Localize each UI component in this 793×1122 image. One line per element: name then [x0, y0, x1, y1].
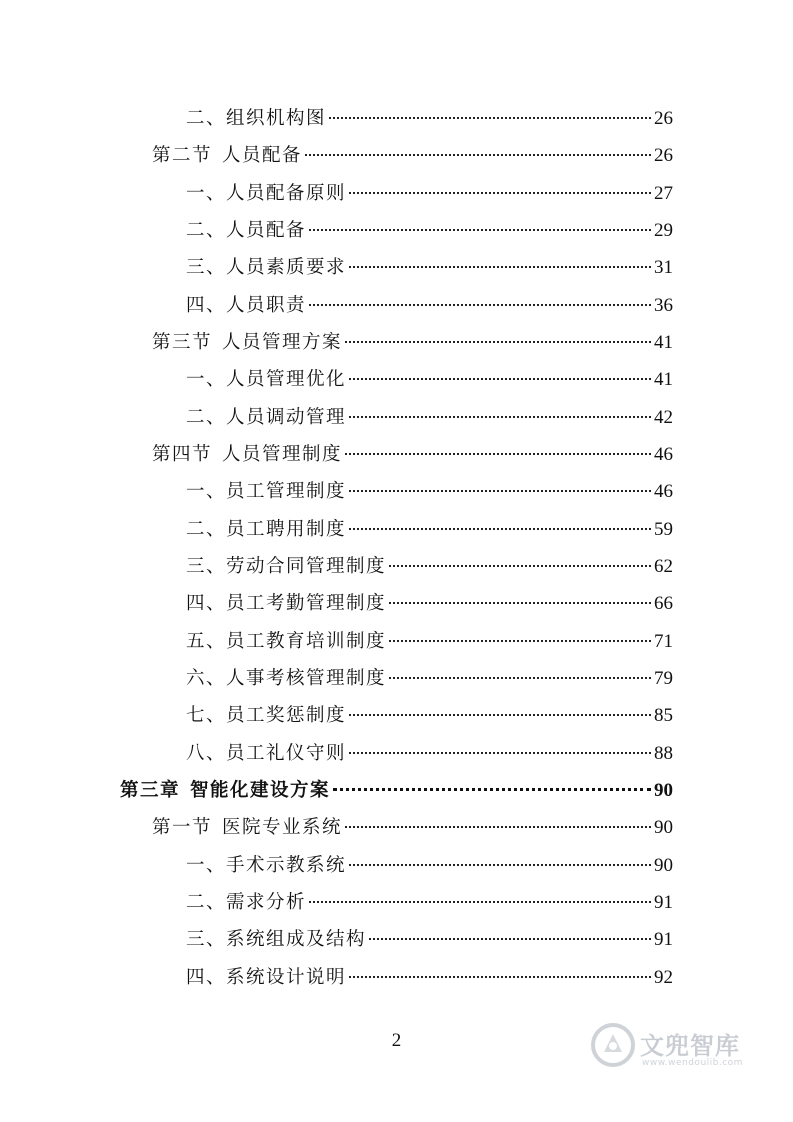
- toc-entry-page: 90: [654, 780, 673, 801]
- toc-leader-dots: [389, 602, 651, 604]
- toc-entry-title: 员工聘用制度: [226, 519, 347, 540]
- toc-entry[interactable]: [186, 104, 673, 134]
- toc-entry-title: 医院专业系统: [222, 817, 343, 838]
- toc-entry-title: 系统组成及结构: [226, 929, 367, 950]
- toc-entry-prefix: 四、: [186, 295, 227, 316]
- toc-entry-page: 62: [654, 556, 673, 577]
- toc-entry-title: 人事考核管理制度: [226, 668, 387, 689]
- toc-entry-prefix: 第二节: [152, 145, 213, 166]
- toc-leader-dots: [309, 229, 651, 231]
- toc-entry-page: 90: [654, 855, 673, 876]
- toc-leader-dots: [349, 416, 651, 418]
- toc-entry-page: 71: [654, 631, 673, 652]
- toc-entry-title: 员工考勤管理制度: [226, 593, 387, 614]
- toc-entry-title: 手术示教系统: [226, 855, 347, 876]
- toc-entry-title: 人员管理制度: [222, 444, 343, 465]
- toc-entry-page: 41: [654, 332, 673, 353]
- toc-entry-page: 36: [654, 295, 673, 316]
- toc-entry-title: 智能化建设方案: [190, 780, 331, 801]
- toc-entry[interactable]: [186, 888, 673, 918]
- watermark-name: 文兜智库: [640, 1032, 740, 1060]
- toc-entry-page: 26: [654, 108, 673, 129]
- toc-entry-title: 员工管理制度: [226, 481, 347, 502]
- toc-entry-prefix: 第四节: [152, 444, 213, 465]
- toc-entry-title: 人员配备: [222, 145, 303, 166]
- toc-entry-prefix: 四、: [186, 593, 227, 614]
- toc-entry[interactable]: [152, 813, 673, 843]
- toc-entry-page: 42: [654, 407, 673, 428]
- toc-entry-prefix: 八、: [186, 743, 227, 764]
- toc-entry-page: 91: [654, 892, 673, 913]
- toc-entry-prefix: 第三章: [120, 780, 181, 801]
- toc-entry-page: 79: [654, 668, 673, 689]
- toc-entry-prefix: 一、: [186, 481, 227, 502]
- toc-entry-page: 85: [654, 705, 673, 726]
- toc-leader-dots: [349, 714, 651, 716]
- toc-entry[interactable]: [186, 627, 673, 657]
- toc-entry-title: 人员配备: [226, 220, 307, 241]
- toc-leader-dots: [345, 453, 651, 455]
- toc-entry-prefix: 六、: [186, 668, 227, 689]
- watermark: [590, 1018, 780, 1078]
- toc-entry-prefix: 一、: [186, 183, 227, 204]
- toc-entry[interactable]: [186, 963, 673, 993]
- toc-entry-prefix: 三、: [186, 257, 227, 278]
- toc-entry-title: 员工礼仪守则: [226, 743, 347, 764]
- toc-entry-prefix: 二、: [186, 108, 227, 129]
- toc-entry-page: 27: [654, 183, 673, 204]
- toc-leader-dots: [349, 976, 651, 978]
- toc-entry-prefix: 五、: [186, 631, 227, 652]
- toc-entry-title: 人员素质要求: [226, 257, 347, 278]
- toc-leader-dots: [349, 378, 651, 380]
- toc-entry-prefix: 二、: [186, 220, 227, 241]
- toc-entry[interactable]: [186, 179, 673, 209]
- toc-entry[interactable]: [186, 403, 673, 433]
- toc-entry[interactable]: [186, 589, 673, 619]
- toc-entry-prefix: 四、: [186, 967, 227, 988]
- wendou-logo-icon: [590, 1022, 636, 1068]
- toc-leader-dots: [349, 490, 651, 492]
- toc-entry[interactable]: [186, 552, 673, 582]
- toc-entry-title: 人员职责: [226, 295, 307, 316]
- toc-entry-title: 系统设计说明: [226, 967, 347, 988]
- toc-entry[interactable]: [152, 328, 673, 358]
- toc-entry-title: 人员调动管理: [226, 407, 347, 428]
- toc-entry[interactable]: [186, 701, 673, 731]
- toc-entry-page: 90: [654, 817, 673, 838]
- toc-entry[interactable]: [152, 141, 673, 171]
- toc-leader-dots: [389, 640, 651, 642]
- toc-entry-title: 人员配备原则: [226, 183, 347, 204]
- toc-leader-dots: [309, 901, 651, 903]
- toc-entry-prefix: 一、: [186, 855, 227, 876]
- toc-entry-title: 组织机构图: [226, 108, 327, 129]
- toc-entry-prefix: 一、: [186, 369, 227, 390]
- toc-entry-page: 29: [654, 220, 673, 241]
- toc-entry[interactable]: [186, 291, 673, 321]
- toc-entry-title: 人员管理优化: [226, 369, 347, 390]
- toc-leader-dots: [369, 938, 651, 940]
- toc-entry-page: 66: [654, 593, 673, 614]
- watermark-url: www.wendoulib.com: [642, 1058, 743, 1068]
- toc-entry-page: 41: [654, 369, 673, 390]
- toc-entry-title: 需求分析: [226, 892, 307, 913]
- toc-entry-prefix: 第三节: [152, 332, 213, 353]
- toc-entry[interactable]: [186, 365, 673, 395]
- toc-leader-dots: [345, 341, 651, 343]
- toc-entry[interactable]: [186, 477, 673, 507]
- toc-entry-page: 92: [654, 967, 673, 988]
- toc-entry-prefix: 三、: [186, 929, 227, 950]
- toc-entry-page: 31: [654, 257, 673, 278]
- toc-entry-page: 46: [654, 481, 673, 502]
- toc-leader-dots: [309, 304, 651, 306]
- toc-entry[interactable]: [186, 515, 673, 545]
- toc-entry-prefix: 第一节: [152, 817, 213, 838]
- toc-entry[interactable]: [186, 851, 673, 881]
- toc-leader-dots: [349, 864, 651, 866]
- toc-leader-dots: [349, 266, 651, 268]
- toc-entry[interactable]: [186, 253, 673, 283]
- toc-entry-page: 88: [654, 743, 673, 764]
- toc-entry-title: 人员管理方案: [222, 332, 343, 353]
- toc-leader-dots: [349, 528, 651, 530]
- toc-entry-title: 员工奖惩制度: [226, 705, 347, 726]
- toc-leader-dots: [329, 117, 651, 119]
- toc-leader-dots: [389, 677, 651, 679]
- toc-entry-chapter[interactable]: [120, 776, 673, 806]
- toc-entry-prefix: 三、: [186, 556, 227, 577]
- toc-entry-page: 26: [654, 145, 673, 166]
- toc-leader-dots: [349, 192, 651, 194]
- toc-entry[interactable]: [186, 664, 673, 694]
- toc-entry[interactable]: [152, 440, 673, 470]
- page-number: 2: [391, 1030, 402, 1051]
- toc-leader-dots: [305, 154, 651, 156]
- toc-entry-page: 46: [654, 444, 673, 465]
- toc-entry-prefix: 七、: [186, 705, 227, 726]
- toc-leader-dots: [349, 752, 651, 754]
- toc-entry-prefix: 二、: [186, 892, 227, 913]
- toc-entry[interactable]: [186, 216, 673, 246]
- toc-entry-prefix: 二、: [186, 519, 227, 540]
- toc-entry-prefix: 二、: [186, 407, 227, 428]
- toc-entry-title: 劳动合同管理制度: [226, 556, 387, 577]
- toc-entry-title: 员工教育培训制度: [226, 631, 387, 652]
- toc-leader-dots: [333, 788, 651, 791]
- toc-entry[interactable]: [186, 925, 673, 955]
- toc-leader-dots: [389, 565, 651, 567]
- toc-entry-page: 59: [654, 519, 673, 540]
- toc-entry-page: 91: [654, 929, 673, 950]
- toc-entry[interactable]: [186, 739, 673, 769]
- toc-leader-dots: [345, 826, 651, 828]
